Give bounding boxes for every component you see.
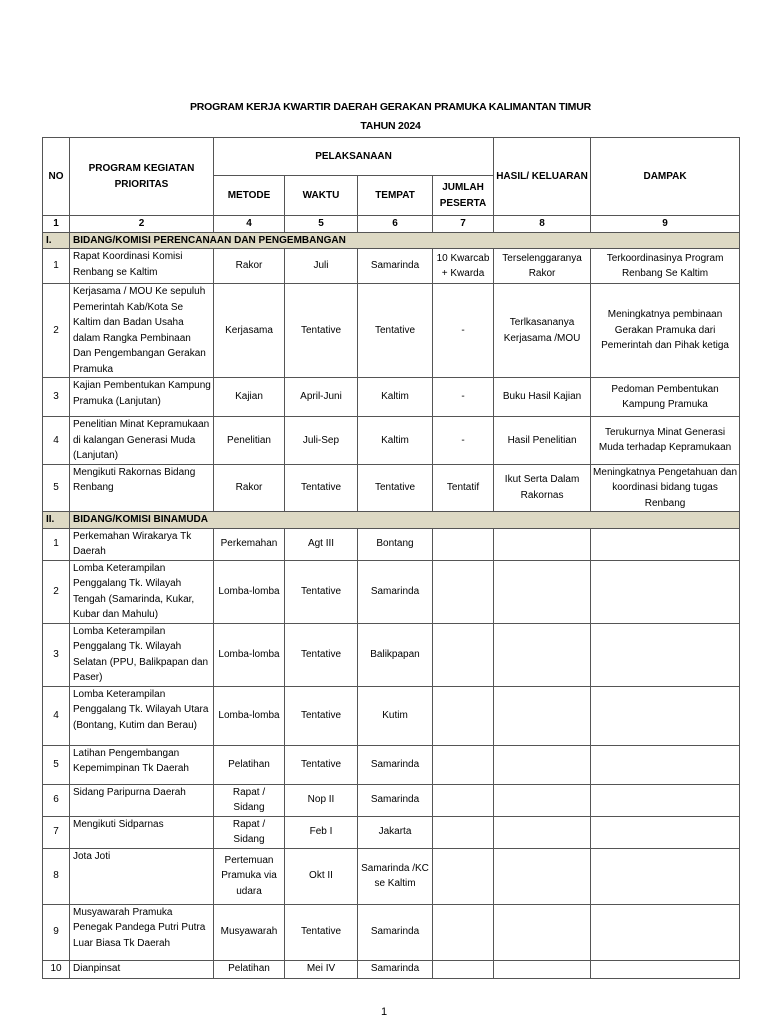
table-row [43, 848, 740, 904]
cell-no: 5 [43, 464, 70, 512]
cell-waktu: April-Juni [285, 378, 358, 417]
cell-hasil: Ikut Serta Dalam Rakornas [494, 464, 591, 512]
cell-program: Perkemahan Wirakarya Tk Daerah [70, 528, 214, 560]
cell-metode: Perkemahan [214, 528, 285, 560]
cell-metode: Kajian [214, 378, 285, 417]
cell-dampak: Terkoordinasinya Program Renbang Se Kaltim [591, 249, 740, 284]
column-number: 7 [433, 216, 494, 233]
cell-dampak: Pedoman Pembentukan Kampung Pramuka [591, 378, 740, 417]
table-row [43, 249, 740, 284]
cell-dampak [591, 745, 740, 784]
section-number: I. [43, 232, 70, 249]
cell-jumlah [433, 816, 494, 848]
document-title: PROGRAM KERJA KWARTIR DAERAH GERAKAN PRAMUKA KALIMANTAN TIMUR [190, 101, 591, 113]
column-number: 8 [494, 216, 591, 233]
cell-program: Dianpinsat [70, 960, 214, 978]
cell-no: 10 [43, 960, 70, 978]
cell-metode: Lomba-lomba [214, 686, 285, 745]
cell-dampak [591, 848, 740, 904]
table-row [43, 464, 740, 512]
cell-metode: Rakor [214, 464, 285, 512]
table-row [43, 904, 740, 960]
cell-hasil [494, 848, 591, 904]
section-number: II. [43, 512, 70, 529]
cell-hasil: Terselenggaranya Rakor [494, 249, 591, 284]
cell-waktu: Juli [285, 249, 358, 284]
cell-hasil [494, 528, 591, 560]
cell-program: Musyawarah Pramuka Penegak Pandega Putri Putra Luar Biasa Tk Daerah [70, 904, 214, 960]
cell-hasil: Hasil Penelitian [494, 417, 591, 465]
cell-tempat: Samarinda [358, 960, 433, 978]
cell-metode: Pelatihan [214, 745, 285, 784]
cell-metode: Pelatihan [214, 960, 285, 978]
cell-tempat: Balikpapan [358, 623, 433, 686]
cell-jumlah [433, 784, 494, 816]
table-row [43, 378, 740, 417]
cell-tempat: Samarinda [358, 904, 433, 960]
cell-program: Latihan Pengembangan Kepemimpinan Tk Daerah [70, 745, 214, 784]
cell-dampak [591, 560, 740, 623]
table-row [43, 284, 740, 378]
header-jumlah: JUMLAH PESERTA [433, 176, 494, 216]
table-row [43, 816, 740, 848]
cell-dampak: Meningkatnya pembinaan Gerakan Pramuka dari Pemerintah dan Pihak ketiga [591, 284, 740, 378]
cell-jumlah [433, 960, 494, 978]
cell-hasil [494, 623, 591, 686]
cell-hasil [494, 745, 591, 784]
header-dampak: DAMPAK [591, 138, 740, 216]
cell-no: 1 [43, 528, 70, 560]
cell-waktu: Tentative [285, 745, 358, 784]
cell-waktu: Tentative [285, 284, 358, 378]
cell-jumlah [433, 528, 494, 560]
cell-waktu: Juli-Sep [285, 417, 358, 465]
cell-tempat: Kutim [358, 686, 433, 745]
cell-jumlah [433, 623, 494, 686]
cell-waktu: Nop II [285, 784, 358, 816]
cell-metode: Lomba-lomba [214, 560, 285, 623]
cell-hasil [494, 560, 591, 623]
cell-no: 4 [43, 686, 70, 745]
header-metode: METODE [214, 176, 285, 216]
cell-hasil [494, 960, 591, 978]
cell-dampak [591, 784, 740, 816]
page-number: 1 [380, 1006, 388, 1018]
cell-program: Jota Joti [70, 848, 214, 904]
table-row [43, 784, 740, 816]
table-row [43, 745, 740, 784]
cell-dampak [591, 686, 740, 745]
cell-program: Penelitian Minat Kepramukaan di kalangan Generasi Muda (Lanjutan) [70, 417, 214, 465]
table-row [43, 560, 740, 623]
cell-metode: Rapat / Sidang [214, 784, 285, 816]
program-table [42, 137, 740, 979]
table-row [43, 417, 740, 465]
cell-no: 7 [43, 816, 70, 848]
column-number: 5 [285, 216, 358, 233]
cell-hasil [494, 816, 591, 848]
cell-jumlah [433, 745, 494, 784]
cell-waktu: Agt III [285, 528, 358, 560]
cell-waktu: Feb I [285, 816, 358, 848]
cell-no: 9 [43, 904, 70, 960]
cell-hasil [494, 784, 591, 816]
header-pelaksanaan: PELAKSANAAN [214, 138, 494, 176]
cell-jumlah: - [433, 284, 494, 378]
cell-tempat: Bontang [358, 528, 433, 560]
section-title: BIDANG/KOMISI PERENCANAAN DAN PENGEMBANGAN [70, 232, 740, 249]
cell-tempat: Samarinda [358, 560, 433, 623]
cell-jumlah: Tentatif [433, 464, 494, 512]
cell-waktu: Tentative [285, 464, 358, 512]
cell-no: 2 [43, 560, 70, 623]
cell-waktu: Tentative [285, 686, 358, 745]
cell-jumlah [433, 686, 494, 745]
column-number: 6 [358, 216, 433, 233]
table-body [43, 232, 740, 978]
cell-waktu: Mei IV [285, 960, 358, 978]
document-year: TAHUN 2024 [360, 120, 421, 132]
cell-program: Mengikuti Sidparnas [70, 816, 214, 848]
cell-metode: Musyawarah [214, 904, 285, 960]
cell-no: 3 [43, 378, 70, 417]
column-number: 1 [43, 216, 70, 233]
cell-metode: Pertemuan Pramuka via udara [214, 848, 285, 904]
header-program: PROGRAM KEGIATAN PRIORITAS [70, 138, 214, 216]
section-header-row [43, 512, 740, 529]
cell-no: 2 [43, 284, 70, 378]
cell-program: Rapat Koordinasi Komisi Renbang se Kaltim [70, 249, 214, 284]
cell-tempat: Samarinda [358, 784, 433, 816]
cell-hasil: Buku Hasil Kajian [494, 378, 591, 417]
table-row [43, 528, 740, 560]
cell-jumlah: 10 Kwarcab + Kwarda [433, 249, 494, 284]
cell-tempat: Tentative [358, 284, 433, 378]
cell-metode: Kerjasama [214, 284, 285, 378]
cell-program: Mengikuti Rakornas Bidang Renbang [70, 464, 214, 512]
column-number-row [43, 216, 740, 233]
table-row [43, 623, 740, 686]
cell-no: 1 [43, 249, 70, 284]
cell-program: Kajian Pembentukan Kampung Pramuka (Lanjutan) [70, 378, 214, 417]
cell-metode: Penelitian [214, 417, 285, 465]
cell-program: Sidang Paripurna Daerah [70, 784, 214, 816]
cell-dampak [591, 528, 740, 560]
cell-jumlah [433, 848, 494, 904]
cell-metode: Lomba-lomba [214, 623, 285, 686]
section-header-row [43, 232, 740, 249]
cell-waktu: Okt II [285, 848, 358, 904]
cell-tempat: Tentative [358, 464, 433, 512]
cell-no: 6 [43, 784, 70, 816]
cell-metode: Rapat / Sidang [214, 816, 285, 848]
cell-jumlah: - [433, 378, 494, 417]
column-number: 9 [591, 216, 740, 233]
cell-hasil [494, 686, 591, 745]
cell-metode: Rakor [214, 249, 285, 284]
cell-tempat: Jakarta [358, 816, 433, 848]
table-row [43, 960, 740, 978]
cell-jumlah: - [433, 417, 494, 465]
cell-jumlah [433, 560, 494, 623]
header-waktu: WAKTU [285, 176, 358, 216]
cell-dampak [591, 816, 740, 848]
cell-program: Lomba Keterampilan Penggalang Tk. Wilayah Selatan (PPU, Balikpapan dan Paser) [70, 623, 214, 686]
cell-no: 8 [43, 848, 70, 904]
cell-tempat: Kaltim [358, 417, 433, 465]
cell-dampak [591, 623, 740, 686]
table-row [43, 686, 740, 745]
cell-dampak [591, 904, 740, 960]
cell-no: 3 [43, 623, 70, 686]
header-tempat: TEMPAT [358, 176, 433, 216]
cell-waktu: Tentative [285, 560, 358, 623]
cell-program: Lomba Keterampilan Penggalang Tk. Wilayah Tengah (Samarinda, Kukar, Kubar dan Mahulu) [70, 560, 214, 623]
cell-waktu: Tentative [285, 904, 358, 960]
cell-tempat: Samarinda [358, 249, 433, 284]
cell-dampak: Meningkatnya Pengetahuan dan koordinasi bidang tugas Renbang [591, 464, 740, 512]
column-number: 2 [70, 216, 214, 233]
cell-tempat: Samarinda [358, 745, 433, 784]
section-title: BIDANG/KOMISI BINAMUDA [70, 512, 740, 529]
cell-tempat: Kaltim [358, 378, 433, 417]
cell-waktu: Tentative [285, 623, 358, 686]
cell-no: 5 [43, 745, 70, 784]
cell-jumlah [433, 904, 494, 960]
header-hasil: HASIL/ KELUARAN [494, 138, 591, 216]
cell-dampak [591, 960, 740, 978]
cell-hasil: Terlkasananya Kerjasama /MOU [494, 284, 591, 378]
header-no: NO [43, 138, 70, 216]
cell-hasil [494, 904, 591, 960]
cell-program: Lomba Keterampilan Penggalang Tk. Wilayah Utara (Bontang, Kutim dan Berau) [70, 686, 214, 745]
cell-tempat: Samarinda /KC se Kaltim [358, 848, 433, 904]
cell-dampak: Terukurnya Minat Generasi Muda terhadap Kepramukaan [591, 417, 740, 465]
cell-no: 4 [43, 417, 70, 465]
column-number: 4 [214, 216, 285, 233]
cell-program: Kerjasama / MOU Ke sepuluh Pemerintah Kab/Kota Se Kaltim dan Badan Usaha dalam Rangka Pembinaan Dan Pengembangan Gerakan Pramuka [70, 284, 214, 378]
